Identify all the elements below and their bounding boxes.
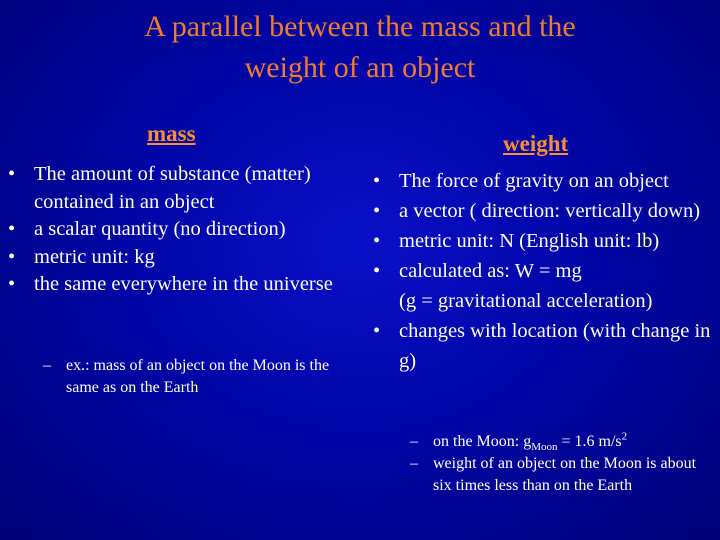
moon-gravity-prefix: on the Moon: g: [433, 433, 532, 450]
mass-bullet: [6, 216, 346, 244]
weight-bullet-text: changes with location (with change in g): [399, 320, 711, 372]
bullet-icon: •: [8, 273, 16, 295]
mass-bullet-text: the same everywhere in the universe: [34, 273, 333, 295]
weight-bullet: [371, 196, 716, 226]
bullet-icon: •: [373, 200, 381, 222]
weight-heading: weight: [503, 131, 569, 156]
mass-bullet-text: The amount of substance (matter) contained in an object: [34, 163, 311, 213]
mass-heading: mass: [147, 121, 196, 146]
weight-sub-list: [404, 431, 714, 497]
bullet-icon: •: [373, 170, 381, 192]
weight-sub-bullet: [404, 453, 714, 497]
weight-bullet-text: a vector ( direction: vertically down): [399, 200, 701, 222]
mass-sub-list: [37, 355, 352, 398]
weight-bullet-list: [371, 166, 716, 376]
title-line-1: A parallel between the mass and the: [144, 10, 576, 43]
moon-gravity-value: = 1.6 m/s: [557, 433, 622, 450]
mass-bullet: [6, 271, 346, 299]
dash-icon: –: [410, 433, 418, 450]
bullet-icon: •: [8, 245, 16, 268]
weight-bullet: [371, 166, 716, 196]
moon-subscript: Moon: [531, 441, 558, 454]
weight-bullet-text: metric unit: N (English unit: lb): [399, 230, 660, 252]
weight-bullet: [371, 256, 716, 316]
bullet-icon: •: [373, 230, 381, 252]
mass-bullet-text: a scalar quantity (no direction): [34, 218, 286, 240]
weight-bullet: [371, 316, 716, 376]
mass-bullet-text: metric unit: kg: [34, 245, 155, 268]
bullet-icon: •: [373, 260, 381, 282]
weight-sub-bullet: [404, 431, 714, 453]
squared-superscript: 2: [621, 430, 628, 443]
weight-bullet-text: The force of gravity on an object: [399, 170, 669, 192]
mass-sub-bullet: [37, 355, 352, 398]
formula-note: (g = gravitational acceleration): [399, 290, 653, 312]
slide-title: [0, 6, 720, 88]
mass-bullet: [6, 161, 346, 216]
mass-bullet: [6, 244, 346, 272]
bullet-icon: •: [373, 320, 381, 342]
weight-bullet-text: calculated as: W = mg: [399, 260, 582, 282]
mass-bullet-list: [6, 161, 346, 299]
dash-icon: –: [410, 455, 418, 472]
weight-sub-text: weight of an object on the Moon is about six times less than on the Earth: [433, 455, 697, 494]
bullet-icon: •: [8, 163, 16, 185]
bullet-icon: •: [8, 218, 16, 240]
weight-bullet: [371, 226, 716, 256]
dash-icon: –: [43, 357, 51, 374]
mass-sub-text: ex.: mass of an object on the Moon is the same as on the Earth: [66, 357, 330, 396]
title-line-2: weight of an object: [244, 51, 476, 84]
